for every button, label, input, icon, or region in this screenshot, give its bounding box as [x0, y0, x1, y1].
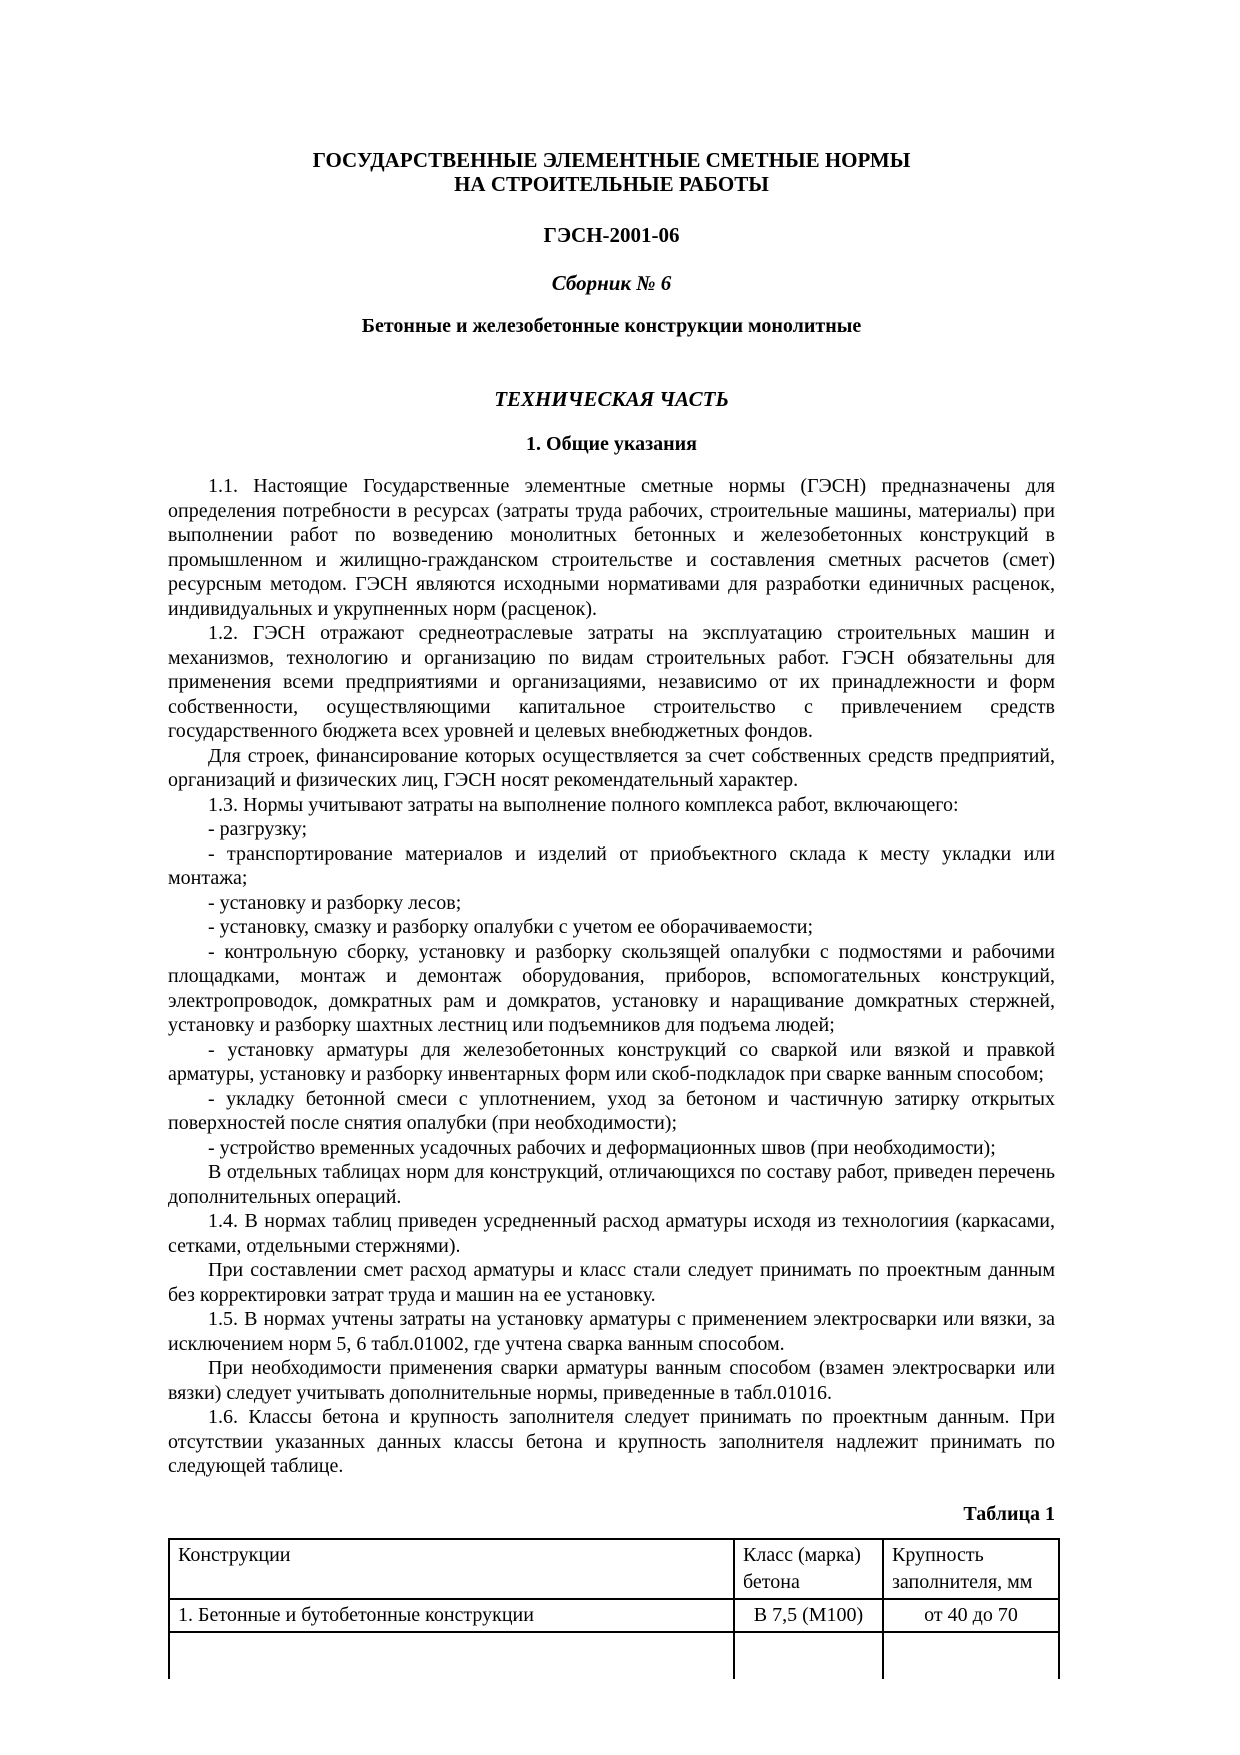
cell-concrete-class: В 7,5 (М100) — [734, 1599, 883, 1632]
paragraph-1-3: 1.3. Нормы учитывают затраты на выполнение полного комплекса работ, включающего: — [208, 793, 959, 816]
cell-empty — [169, 1632, 734, 1679]
column-header-constructions: Конструкции — [169, 1539, 734, 1599]
table-row-partial — [169, 1632, 1059, 1679]
list-item-joints: - устройство временных усадочных рабочих и деформационных швов (при необходимости); — [208, 1136, 996, 1159]
document-title — [168, 148, 1055, 196]
paragraph-1-4-note: При составлении смет расход арматуры и класс стали следует принимать по проектным данным без корректировки затрат труда и машин на ее установку. — [168, 1259, 1055, 1306]
table-row — [169, 1599, 1059, 1632]
title-line-2: НА СТРОИТЕЛЬНЫЕ РАБОТЫ — [454, 172, 769, 196]
title-line-1: ГОСУДАРСТВЕННЫЕ ЭЛЕМЕНТНЫЕ СМЕТНЫЕ НОРМЫ — [312, 148, 911, 172]
document-subtitle: Бетонные и железобетонные конструкции монолитные — [361, 315, 862, 337]
list-item-formwork: - установку, смазку и разборку опалубки с учетом ее оборачиваемости; — [208, 916, 814, 938]
list-item-scaffolding: - установку и разборку лесов; — [208, 891, 462, 914]
paragraph-1-3-note: В отдельных таблицах норм для конструкций, отличающихся по составу работ, приведен перечень дополнительных операций. — [168, 1161, 1055, 1208]
list-item-transport: - транспортирование материалов и изделий от приобъектного склада к месту укладки или монтажа; — [168, 842, 1055, 889]
table-caption: Таблица 1 — [963, 1502, 1055, 1525]
document-content — [168, 148, 1055, 1679]
paragraph-1-6: 1.6. Классы бетона и крупность заполнителя следует принимать по проектным данным. При отсутствии указанных данных классы бетона и крупность заполнителя надлежит принимать по следующей таблице. — [168, 1406, 1055, 1477]
list-item-reinforcement: - установку арматуры для железобетонных конструкций со сваркой или вязкой и правкой арматуры, установку и разборку инвентарных форм или скоб-подкладок при сварке ванным способом; — [168, 1038, 1055, 1085]
cell-empty — [734, 1632, 883, 1679]
paragraph-1-1: 1.1. Настоящие Государственные элементные сметные нормы (ГЭСН) предназначены для определения потребности в ресурсах (затраты труда рабочих, строительные машины, материалы) при выполнении работ по возведению монолитных бетонных и железобетонных конструкций в промышленном и жилищно-гражданском строительстве и составления сметных расчетов (смет) ресурсным методом. ГЭСН являются исходными нормативами для разработки единичных расценок, индивидуальных и укрупненных норм (расценок). — [168, 475, 1055, 620]
general-instructions-heading: 1. Общие указания — [526, 433, 697, 455]
cell-construction-name: 1. Бетонные и бутобетонные конструкции — [169, 1599, 734, 1632]
list-item-unloading: - разгрузку; — [208, 818, 308, 840]
table-header-row — [169, 1539, 1059, 1599]
column-header-aggregate-size: Крупность заполнителя, мм — [883, 1539, 1059, 1599]
column-header-concrete-class: Класс (марка) бетона — [734, 1539, 883, 1599]
cell-empty — [883, 1632, 1059, 1679]
concrete-class-table — [168, 1538, 1060, 1679]
list-item-sliding-formwork: - контрольную сборку, установку и разборку скользящей опалубки с подмостями и рабочими площадками, монтаж и демонтаж оборудования, приборов, вспомогательных конструкций, электропроводок, домкратных рам и домкратов, установку и наращивание домкратных стержней, установку и разборку шахтных лестниц или подъемников для подъема людей; — [168, 940, 1055, 1036]
paragraph-1-5-note: При необходимости применения сварки арматуры ванным способом (взамен электросварки или вязки) следует учитывать дополнительные нормы, приведенные в табл.01016. — [168, 1357, 1055, 1404]
paragraph-1-5: 1.5. В нормах учтены затраты на установку арматуры с применением электросварки или вязки, за исключением норм 5, 6 табл.01002, где учтена сварка ванным способом. — [168, 1308, 1055, 1355]
technical-part-heading: ТЕХНИЧЕСКАЯ ЧАСТЬ — [494, 387, 729, 411]
paragraph-1-4: 1.4. В нормах таблиц приведен усредненный расход арматуры исходя из технологиия (каркасами, сетками, отдельными стержнями). — [168, 1210, 1055, 1257]
collection-number: Сборник № 6 — [551, 271, 672, 295]
paragraph-1-2: 1.2. ГЭСН отражают среднеотраслевые затраты на эксплуатацию строительных машин и механизмов, технологию и организацию по видам строительных работ. ГЭСН обязательны для применения всеми предприятиями и организациями, независимо от их принадлежности и форм собственности, осуществляющими капитальное строительство с привлечением средств государственного бюджета всех уровней и целевых внебюджетных фондов. — [168, 622, 1055, 742]
paragraph-1-2-note: Для строек, финансирование которых осуществляется за счет собственных средств предприятий, организаций и физических лиц, ГЭСН носят рекомендательный характер. — [168, 744, 1055, 791]
cell-aggregate-size: от 40 до 70 — [883, 1599, 1059, 1632]
list-item-concrete-laying: - укладку бетонной смеси с уплотнением, уход за бетоном и частичную затирку открытых поверхностей после снятия опалубки (при необходимости); — [168, 1087, 1055, 1134]
document-code: ГЭСН-2001-06 — [543, 223, 680, 247]
